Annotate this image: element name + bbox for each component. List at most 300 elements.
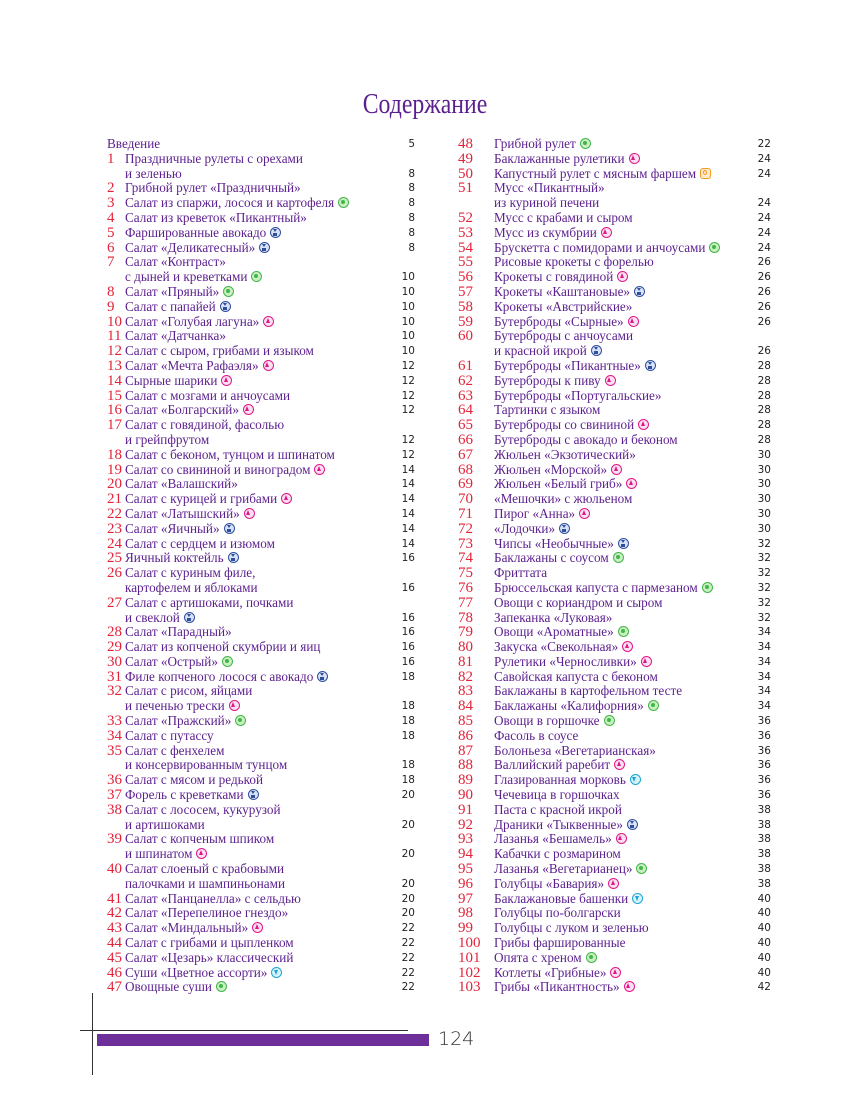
toc-entry-line[interactable] <box>107 714 415 729</box>
toc-entry-number: 73 <box>458 535 473 552</box>
toc-entry-line[interactable] <box>107 566 415 581</box>
toc-entry-line[interactable] <box>458 507 771 522</box>
toc-entry-line[interactable] <box>458 181 771 196</box>
toc-entry-number: 59 <box>458 313 473 330</box>
footer-bar <box>97 1034 429 1046</box>
toc-entry-title: Овощные суши <box>125 980 227 995</box>
toc-entry-title: Салат «Голубая лагуна» <box>125 315 274 330</box>
toc-entry-page: 14 <box>401 537 415 550</box>
toc-entry-line[interactable] <box>107 670 415 685</box>
spicy-triangle-icon <box>611 464 622 475</box>
toc-entry-line[interactable] <box>458 537 771 552</box>
toc-entry-line[interactable] <box>458 389 771 404</box>
crop-mark-horizontal <box>80 1030 408 1031</box>
toc-entry-line[interactable] <box>107 463 415 478</box>
toc-entry-number: 9 <box>107 298 115 315</box>
toc-entry-line[interactable] <box>458 241 771 256</box>
toc-entry-number: 86 <box>458 727 473 744</box>
toc-entry-page: 28 <box>757 433 771 446</box>
toc-entry-line[interactable] <box>107 551 415 566</box>
toc-entry-line[interactable] <box>107 699 415 714</box>
toc-entry-page: 40 <box>757 922 771 935</box>
toc-entry-line[interactable] <box>107 181 415 196</box>
toc-entry-page: 30 <box>757 463 771 476</box>
toc-entry-line[interactable] <box>107 892 415 907</box>
funnel-icon <box>630 774 641 785</box>
toc-entry-title: Мусс «Пикантный» <box>494 180 605 196</box>
toc-entry-line[interactable] <box>458 847 771 862</box>
toc-entry-page: 18 <box>401 700 415 713</box>
toc-entry-line[interactable] <box>458 581 771 596</box>
toc-entry-number: 15 <box>107 387 122 404</box>
toc-entry-title: Овощи с кориандром и сыром <box>494 594 663 610</box>
toc-entry-title: Яичный коктейль <box>125 551 239 566</box>
toc-entry-line[interactable] <box>107 966 415 981</box>
toc-entry-line[interactable] <box>107 507 415 522</box>
toc-intro[interactable] <box>107 137 415 152</box>
toc-entry-title: Закуска «Свекольная» <box>494 640 633 655</box>
toc-entry-line[interactable] <box>458 285 771 300</box>
toc-entry-line[interactable] <box>107 862 415 877</box>
toc-entry-page: 12 <box>401 448 415 461</box>
toc-entry-number: 47 <box>107 979 122 996</box>
toc-entry-page: 16 <box>401 655 415 668</box>
toc-entry-line[interactable] <box>107 255 415 270</box>
toc-entry-title: Салат с мозгами и анчоусами <box>125 387 291 403</box>
toc-entry-page: 16 <box>401 626 415 639</box>
toc-entry-page: 12 <box>401 389 415 402</box>
toc-entry-line[interactable] <box>458 670 771 685</box>
toc-entry-line[interactable] <box>458 152 771 167</box>
toc-entry-page: 38 <box>757 833 771 846</box>
toc-entry-title: Салат с копченым шпиком <box>125 831 275 847</box>
toc-entry-page: 38 <box>757 803 771 816</box>
toc-entry-line[interactable] <box>107 936 415 951</box>
toc-entry-title: Салат с фенхелем <box>125 742 225 758</box>
toc-entry-line[interactable] <box>458 906 771 921</box>
toc-entry-line[interactable] <box>107 374 415 389</box>
toc-entry-title: Салат «Валашский» <box>125 476 238 492</box>
toc-entry-line[interactable] <box>107 211 415 226</box>
spicy-triangle-icon <box>629 153 640 164</box>
toc-entry-page: 40 <box>757 937 771 950</box>
toc-entry-number: 72 <box>458 520 473 537</box>
toc-entry-line[interactable] <box>107 773 415 788</box>
toc-entry-line[interactable] <box>458 729 771 744</box>
apple-icon <box>709 242 720 253</box>
toc-entry-number: 45 <box>107 949 122 966</box>
toc-entry-line[interactable] <box>458 551 771 566</box>
toc-entry-line[interactable] <box>458 758 771 773</box>
page-title: Содержание <box>362 88 488 120</box>
toc-entry-line[interactable] <box>107 581 415 596</box>
toc-entry-title: Чипсы «Необычные» <box>494 537 629 552</box>
toc-entry-line[interactable] <box>107 906 415 921</box>
toc-entry-line[interactable] <box>107 344 415 359</box>
hourglass-icon <box>559 523 570 534</box>
toc-entry-page: 16 <box>401 581 415 594</box>
toc-entry-title: Салат «Контраст» <box>125 254 226 270</box>
toc-entry-title: и шпинатом <box>125 847 207 862</box>
toc-entry-title: Крокеты с говядиной <box>494 270 628 285</box>
hourglass-icon <box>317 671 328 682</box>
toc-entry-line[interactable] <box>458 359 771 374</box>
toc-entry-number: 78 <box>458 609 473 626</box>
toc-entry-line[interactable] <box>458 655 771 670</box>
toc-entry-line[interactable] <box>458 684 771 699</box>
toc-entry-title: Баклажанные рулетики <box>494 152 640 167</box>
toc-entry-number: 98 <box>458 905 473 922</box>
toc-entry-line[interactable] <box>458 566 771 581</box>
apple-icon <box>648 700 659 711</box>
toc-entry-page: 24 <box>757 226 771 239</box>
toc-entry-number: 87 <box>458 742 473 759</box>
hourglass-icon <box>184 612 195 623</box>
toc-entry-page: 36 <box>757 744 771 757</box>
toc-entry-number: 36 <box>107 772 122 789</box>
hourglass-icon <box>591 345 602 356</box>
toc-entry-line[interactable] <box>458 433 771 448</box>
toc-entry-title: Кабачки с розмарином <box>494 846 621 862</box>
toc-entry-line[interactable] <box>107 492 415 507</box>
toc-entry-page: 36 <box>757 759 771 772</box>
toc-entry-page: 14 <box>401 493 415 506</box>
toc-entry-number: 85 <box>458 713 473 730</box>
toc-entry-line[interactable] <box>107 847 415 862</box>
toc-entry-line[interactable] <box>107 684 415 699</box>
toc-entry-page: 8 <box>408 211 415 224</box>
toc-entry-line[interactable] <box>107 196 415 211</box>
toc-entry-line[interactable] <box>458 374 771 389</box>
toc-entry-line[interactable] <box>458 818 771 833</box>
toc-entry-page: 28 <box>757 389 771 402</box>
spicy-triangle-icon <box>638 419 649 430</box>
toc-entry-line[interactable] <box>458 862 771 877</box>
toc-entry-number: 4 <box>107 209 115 226</box>
toc-entry-number: 44 <box>107 935 122 952</box>
toc-entry-line[interactable] <box>458 892 771 907</box>
toc-entry-number: 94 <box>458 846 473 863</box>
toc-entry-number: 61 <box>458 357 473 374</box>
toc-entry-title: Салат «Острый» <box>125 655 233 670</box>
toc-entry-line[interactable] <box>107 477 415 492</box>
toc-entry-number: 77 <box>458 594 473 611</box>
toc-intro-label: Введение <box>107 136 161 151</box>
toc-entry-line[interactable] <box>458 832 771 847</box>
spicy-triangle-icon <box>641 656 652 667</box>
toc-entry-line[interactable] <box>458 329 771 344</box>
toc-entry-number: 95 <box>458 861 473 878</box>
toc-entry-number: 46 <box>107 964 122 981</box>
toc-entry-number: 70 <box>458 491 473 508</box>
toc-entry-page: 22 <box>401 966 415 979</box>
toc-entry-page: 18 <box>401 670 415 683</box>
toc-entry-page: 14 <box>401 507 415 520</box>
toc-entry-page: 22 <box>401 937 415 950</box>
toc-entry-number: 10 <box>107 313 122 330</box>
apple-icon <box>702 582 713 593</box>
toc-entry-page: 18 <box>401 729 415 742</box>
toc-entry-line[interactable] <box>458 625 771 640</box>
toc-entry-title: «Мешочки» с жюльеном <box>494 491 633 507</box>
spicy-triangle-icon <box>252 922 263 933</box>
toc-entry-title: Крокеты «Австрийские» <box>494 298 633 314</box>
toc-entry-page: 20 <box>401 907 415 920</box>
toc-entry-line[interactable] <box>458 966 771 981</box>
toc-entry-line[interactable] <box>458 980 771 995</box>
toc-entry-title: Салат слоеный с крабовыми <box>125 861 285 877</box>
toc-entry-number: 66 <box>458 431 473 448</box>
toc-entry-line[interactable] <box>107 167 415 182</box>
toc-entry-page: 28 <box>757 419 771 432</box>
toc-entry-line[interactable] <box>107 433 415 448</box>
toc-entry-line[interactable] <box>107 315 415 330</box>
toc-entry-line[interactable] <box>458 714 771 729</box>
spicy-triangle-icon <box>314 464 325 475</box>
toc-entry-title: Опята с хреном <box>494 951 597 966</box>
toc-entry-page: 38 <box>757 863 771 876</box>
toc-entry-number: 18 <box>107 446 122 463</box>
toc-entry-line[interactable] <box>458 270 771 285</box>
toc-entry-line[interactable] <box>107 418 415 433</box>
toc-entry-line[interactable] <box>107 611 415 626</box>
funnel-icon <box>271 967 282 978</box>
toc-entry-title: Салат с артишоками, почками <box>125 594 294 610</box>
toc-entry-number: 82 <box>458 668 473 685</box>
toc-right-column <box>458 137 771 995</box>
toc-entry-page: 8 <box>408 241 415 254</box>
toc-entry-line[interactable] <box>107 921 415 936</box>
toc-entry-line[interactable] <box>458 211 771 226</box>
toc-entry-page: 8 <box>408 226 415 239</box>
toc-entry-page: 20 <box>401 789 415 802</box>
spicy-triangle-icon <box>229 700 240 711</box>
toc-entry-line[interactable] <box>458 611 771 626</box>
toc-entry-line[interactable] <box>458 167 771 182</box>
toc-entry-title: Чечевица в горшочках <box>494 787 620 803</box>
toc-entry-line[interactable] <box>107 403 415 418</box>
toc-entry-line[interactable] <box>458 448 771 463</box>
toc-entry-title: Баклажановые башенки <box>494 892 643 907</box>
toc-entry-number: 38 <box>107 801 122 818</box>
toc-entry-number: 35 <box>107 742 122 759</box>
apple-icon <box>222 656 233 667</box>
toc-entry-line[interactable] <box>107 877 415 892</box>
apple-icon <box>636 863 647 874</box>
toc-entry-title: «Лодочки» <box>494 522 570 537</box>
toc-entry-number: 81 <box>458 653 473 670</box>
toc-entry-line[interactable] <box>458 315 771 330</box>
toc-entry-line[interactable] <box>107 226 415 241</box>
spicy-triangle-icon <box>601 227 612 238</box>
toc-entry-line[interactable] <box>107 596 415 611</box>
toc-entry-page: 18 <box>401 774 415 787</box>
toc-entry-line[interactable] <box>458 477 771 492</box>
toc-entry-number: 1 <box>107 150 115 167</box>
toc-entry-number: 58 <box>458 298 473 315</box>
toc-entry-title: Баклажаны «Калифорния» <box>494 699 659 714</box>
toc-entry-page: 26 <box>757 285 771 298</box>
toc-entry-title: Салат с сердцем и изюмом <box>125 535 275 551</box>
toc-entry-line[interactable] <box>458 803 771 818</box>
toc-entry-title: Жюльен «Морской» <box>494 463 622 478</box>
toc-entry-line[interactable] <box>458 596 771 611</box>
toc-entry-line[interactable] <box>458 463 771 478</box>
toc-entry-title: Сырные шарики <box>125 374 232 389</box>
toc-entry-line[interactable] <box>107 640 415 655</box>
spicy-triangle-icon <box>605 375 616 386</box>
toc-entry-page: 10 <box>401 271 415 284</box>
toc-entry-line[interactable] <box>458 255 771 270</box>
toc-entry-line[interactable] <box>458 492 771 507</box>
toc-entry-line[interactable] <box>107 537 415 552</box>
toc-entry-title: Жюльен «Экзотический» <box>494 446 636 462</box>
toc-entry-number: 7 <box>107 254 115 271</box>
toc-entry-line[interactable] <box>458 344 771 359</box>
toc-entry-page: 38 <box>757 848 771 861</box>
toc-entry-number: 56 <box>458 269 473 286</box>
toc-entry-page: 28 <box>757 359 771 372</box>
toc-entry-page: 20 <box>401 818 415 831</box>
toc-entry-line[interactable] <box>107 625 415 640</box>
toc-entry-page: 42 <box>757 981 771 994</box>
spicy-triangle-icon <box>616 833 627 844</box>
toc-entry-number: 90 <box>458 787 473 804</box>
toc-entry-number: 6 <box>107 239 115 256</box>
toc-entry-title: Болоньеза «Вегетарианская» <box>494 742 656 758</box>
toc-entry-line[interactable] <box>458 773 771 788</box>
toc-entry-number: 67 <box>458 446 473 463</box>
toc-entry-line[interactable] <box>107 152 415 167</box>
toc-entry-line[interactable] <box>107 285 415 300</box>
toc-entry-title: Салат с куриным филе, <box>125 565 256 581</box>
toc-entry-title: Бутерброды со свининой <box>494 418 649 433</box>
toc-entry-page: 24 <box>757 197 771 210</box>
toc-entry-title: Запеканка «Луковая» <box>494 609 613 625</box>
toc-entry-title: и красной икрой <box>494 344 602 359</box>
toc-entry-line[interactable] <box>458 403 771 418</box>
toc-entry-line[interactable] <box>107 522 415 537</box>
toc-entry-line[interactable] <box>107 980 415 995</box>
toc-entry-page: 36 <box>757 729 771 742</box>
toc-entry-number: 19 <box>107 461 122 478</box>
toc-entry-number: 71 <box>458 505 473 522</box>
toc-entry-line[interactable] <box>107 300 415 315</box>
toc-entry-line[interactable] <box>107 241 415 256</box>
toc-entry-page: 10 <box>401 285 415 298</box>
toc-entry-page: 40 <box>757 951 771 964</box>
toc-entry-title: Салат «Датчанка» <box>125 328 226 344</box>
toc-entry-line[interactable] <box>458 640 771 655</box>
toc-entry-line[interactable] <box>458 744 771 759</box>
toc-entry-line[interactable] <box>107 818 415 833</box>
toc-entry-title: Паста с красной икрой <box>494 801 622 817</box>
toc-entry-page: 32 <box>757 611 771 624</box>
toc-entry-line[interactable] <box>107 448 415 463</box>
toc-entry-number: 29 <box>107 639 122 656</box>
toc-entry-page: 32 <box>757 537 771 550</box>
toc-entry-title: и зеленью <box>125 165 182 181</box>
toc-entry-number: 14 <box>107 372 122 389</box>
toc-entry-line[interactable] <box>458 196 771 211</box>
toc-entry-title: Грибной рулет <box>494 137 591 152</box>
toc-entry-line[interactable] <box>458 699 771 714</box>
toc-entry-number: 41 <box>107 890 122 907</box>
toc-entry-page: 12 <box>401 404 415 417</box>
apple-icon <box>223 286 234 297</box>
toc-entry-line[interactable] <box>107 655 415 670</box>
toc-entry-line[interactable] <box>458 788 771 803</box>
toc-entry-number: 25 <box>107 550 122 567</box>
toc-entry-page: 26 <box>757 300 771 313</box>
toc-entry-title: Салат с мясом и редькой <box>125 772 264 788</box>
toc-entry-page: 30 <box>757 493 771 506</box>
toc-entry-line[interactable] <box>458 137 771 152</box>
toc-entry-line[interactable] <box>107 270 415 285</box>
toc-entry-page: 22 <box>401 951 415 964</box>
toc-entry-line[interactable] <box>107 758 415 773</box>
toc-entry-line[interactable] <box>458 936 771 951</box>
toc-entry-line[interactable] <box>107 803 415 818</box>
toc-entry-title: и печенью трески <box>125 699 240 714</box>
toc-entry-number: 65 <box>458 417 473 434</box>
toc-entry-line[interactable] <box>107 389 415 404</box>
hourglass-icon <box>248 789 259 800</box>
toc-entry-line[interactable] <box>107 359 415 374</box>
toc-entry-line[interactable] <box>107 788 415 803</box>
toc-entry-page: 18 <box>401 759 415 772</box>
toc-entry-page: 14 <box>401 522 415 535</box>
toc-entry-title: Овощи «Ароматные» <box>494 625 629 640</box>
toc-entry-title: Лазанья «Вегетарианец» <box>494 862 647 877</box>
toc-entry-page: 26 <box>757 315 771 328</box>
toc-entry-number: 8 <box>107 283 115 300</box>
toc-entry-number: 68 <box>458 461 473 478</box>
toc-entry-title: Овощи в горшочке <box>494 714 615 729</box>
toc-entry-number: 26 <box>107 565 122 582</box>
toc-entry-page: 30 <box>757 478 771 491</box>
toc-entry-number: 13 <box>107 357 122 374</box>
toc-entry-line[interactable] <box>107 329 415 344</box>
toc-entry-line[interactable] <box>107 744 415 759</box>
toc-entry-title: Бутерброды «Сырные» <box>494 315 639 330</box>
toc-entry-title: с дыней и креветками <box>125 270 262 285</box>
toc-entry-page: 34 <box>757 655 771 668</box>
toc-entry-number: 89 <box>458 772 473 789</box>
toc-entry-title: Филе копченого лосося с авокадо <box>125 670 328 685</box>
toc-entry-line[interactable] <box>107 951 415 966</box>
toc-entry-line[interactable] <box>458 226 771 241</box>
toc-entry-line[interactable] <box>107 832 415 847</box>
spicy-triangle-icon <box>221 375 232 386</box>
spicy-triangle-icon <box>617 271 628 282</box>
toc-entry-number: 22 <box>107 505 122 522</box>
toc-entry-title: Бутерброды с анчоусами <box>494 328 634 344</box>
toc-entry-line[interactable] <box>107 729 415 744</box>
toc-entry-line[interactable] <box>458 300 771 315</box>
toc-entry-line[interactable] <box>458 522 771 537</box>
toc-entry-line[interactable] <box>458 418 771 433</box>
hourglass-icon <box>627 819 638 830</box>
toc-entry-page: 20 <box>401 877 415 890</box>
toc-entry-number: 75 <box>458 565 473 582</box>
toc-entry-line[interactable] <box>458 921 771 936</box>
toc-entry-number: 53 <box>458 224 473 241</box>
toc-entry-line[interactable] <box>458 951 771 966</box>
toc-entry-page: 14 <box>401 478 415 491</box>
toc-entry-number: 101 <box>458 949 481 966</box>
toc-entry-line[interactable] <box>458 877 771 892</box>
